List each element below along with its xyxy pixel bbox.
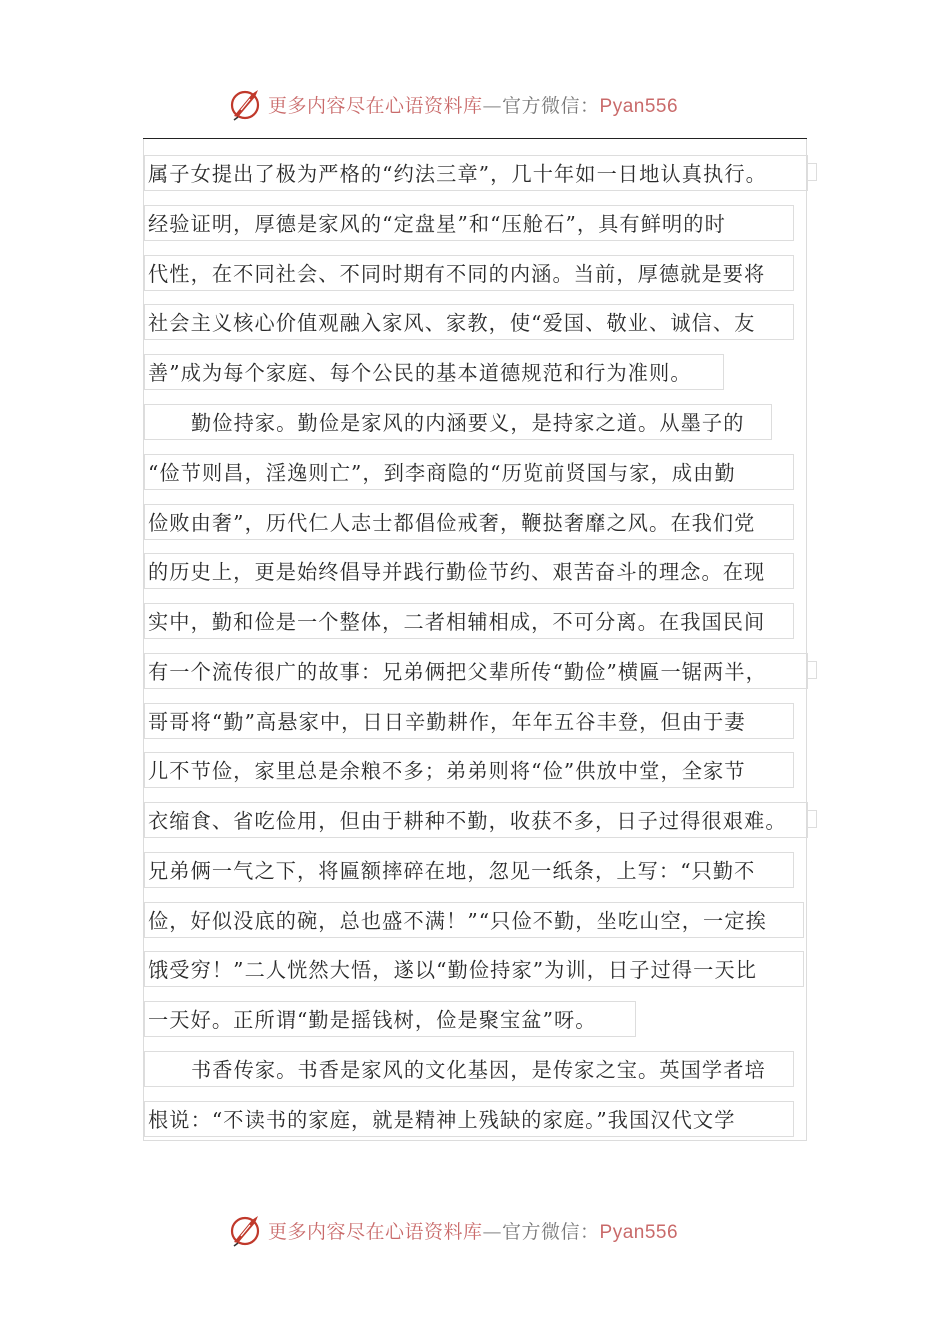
text-line-16: 俭，好似没底的碗，总也盛不满！”“只俭不勤，坐吃山空，一定挨	[144, 902, 804, 938]
text-line-17: 饿受穷！”二人恍然大悟，遂以“勤俭持家”为训，日子过得一天比	[144, 951, 804, 987]
header-banner-text	[268, 91, 678, 118]
footer-banner-dash: —	[482, 1220, 503, 1243]
text-line-15: 兄弟俩一气之下，将匾额摔碎在地，忽见一纸条，上写：“只勤不	[144, 852, 794, 888]
line-overflow-mark	[807, 810, 817, 828]
line-overflow-mark	[807, 163, 817, 181]
text-line-1: 属子女提出了极为严格的“约法三章”，几十年如一日地认真执行。	[144, 155, 808, 191]
header-banner-wechat-label: 官方微信：	[502, 94, 600, 117]
line-overflow-mark	[807, 661, 817, 679]
quill-pen-logo-icon	[228, 1212, 264, 1248]
text-line-7: “俭节则昌，淫逸则亡”，到李商隐的“历览前贤国与家，成由勤	[144, 454, 794, 490]
text-line-6: 勤俭持家。勤俭是家风的内涵要义，是持家之道。从墨子的	[144, 404, 772, 440]
footer-banner-wechat-label: 官方微信：	[502, 1220, 600, 1243]
text-line-11: 有一个流传很广的故事：兄弟俩把父辈所传“勤俭”横匾一锯两半，	[144, 653, 808, 689]
header-banner	[0, 84, 950, 124]
quill-pen-logo-icon	[228, 86, 264, 122]
footer-banner-wechat-id: Pyan556	[599, 1221, 679, 1243]
text-line-20: 根说：“不读书的家庭，就是精神上残缺的家庭。”我国汉代文学	[144, 1101, 794, 1137]
text-line-9: 的历史上，更是始终倡导并践行勤俭节约、艰苦奋斗的理念。在现	[144, 553, 794, 589]
text-line-8: 俭败由奢”，历代仁人志士都倡俭戒奢，鞭挞奢靡之风。在我们党	[144, 504, 794, 540]
text-line-19: 书香传家。书香是家风的文化基因，是传家之宝。英国学者培	[144, 1051, 794, 1087]
text-line-13: 儿不节俭，家里总是余粮不多；弟弟则将“俭”供放中堂，全家节	[144, 752, 794, 788]
text-line-5: 善”成为每个家庭、每个公民的基本道德规范和行为准则。	[144, 354, 724, 390]
text-line-18: 一天好。正所谓“勤是摇钱树，俭是聚宝盆”呀。	[144, 1001, 636, 1037]
footer-banner-prefix: 更多内容尽在心语资料库	[268, 1220, 483, 1243]
footer-banner-text	[268, 1217, 678, 1244]
text-line-12: 哥哥将“勤”高悬家中，日日辛勤耕作，年年五谷丰登，但由于妻	[144, 703, 794, 739]
header-banner-wechat-id: Pyan556	[599, 95, 679, 117]
header-banner-prefix: 更多内容尽在心语资料库	[268, 94, 483, 117]
footer-banner	[0, 1210, 950, 1250]
text-line-2: 经验证明，厚德是家风的“定盘星”和“压舱石”，具有鲜明的时	[144, 205, 794, 241]
text-line-10: 实中，勤和俭是一个整体，二者相辅相成，不可分离。在我国民间	[144, 603, 794, 639]
header-banner-dash: —	[482, 94, 503, 117]
text-line-14: 衣缩食、省吃俭用，但由于耕种不勤，收获不多，日子过得很艰难。	[144, 802, 808, 838]
text-line-4: 社会主义核心价值观融入家风、家教，使“爱国、敬业、诚信、友	[144, 304, 794, 340]
text-line-3: 代性，在不同社会、不同时期有不同的内涵。当前，厚德就是要将	[144, 255, 794, 291]
